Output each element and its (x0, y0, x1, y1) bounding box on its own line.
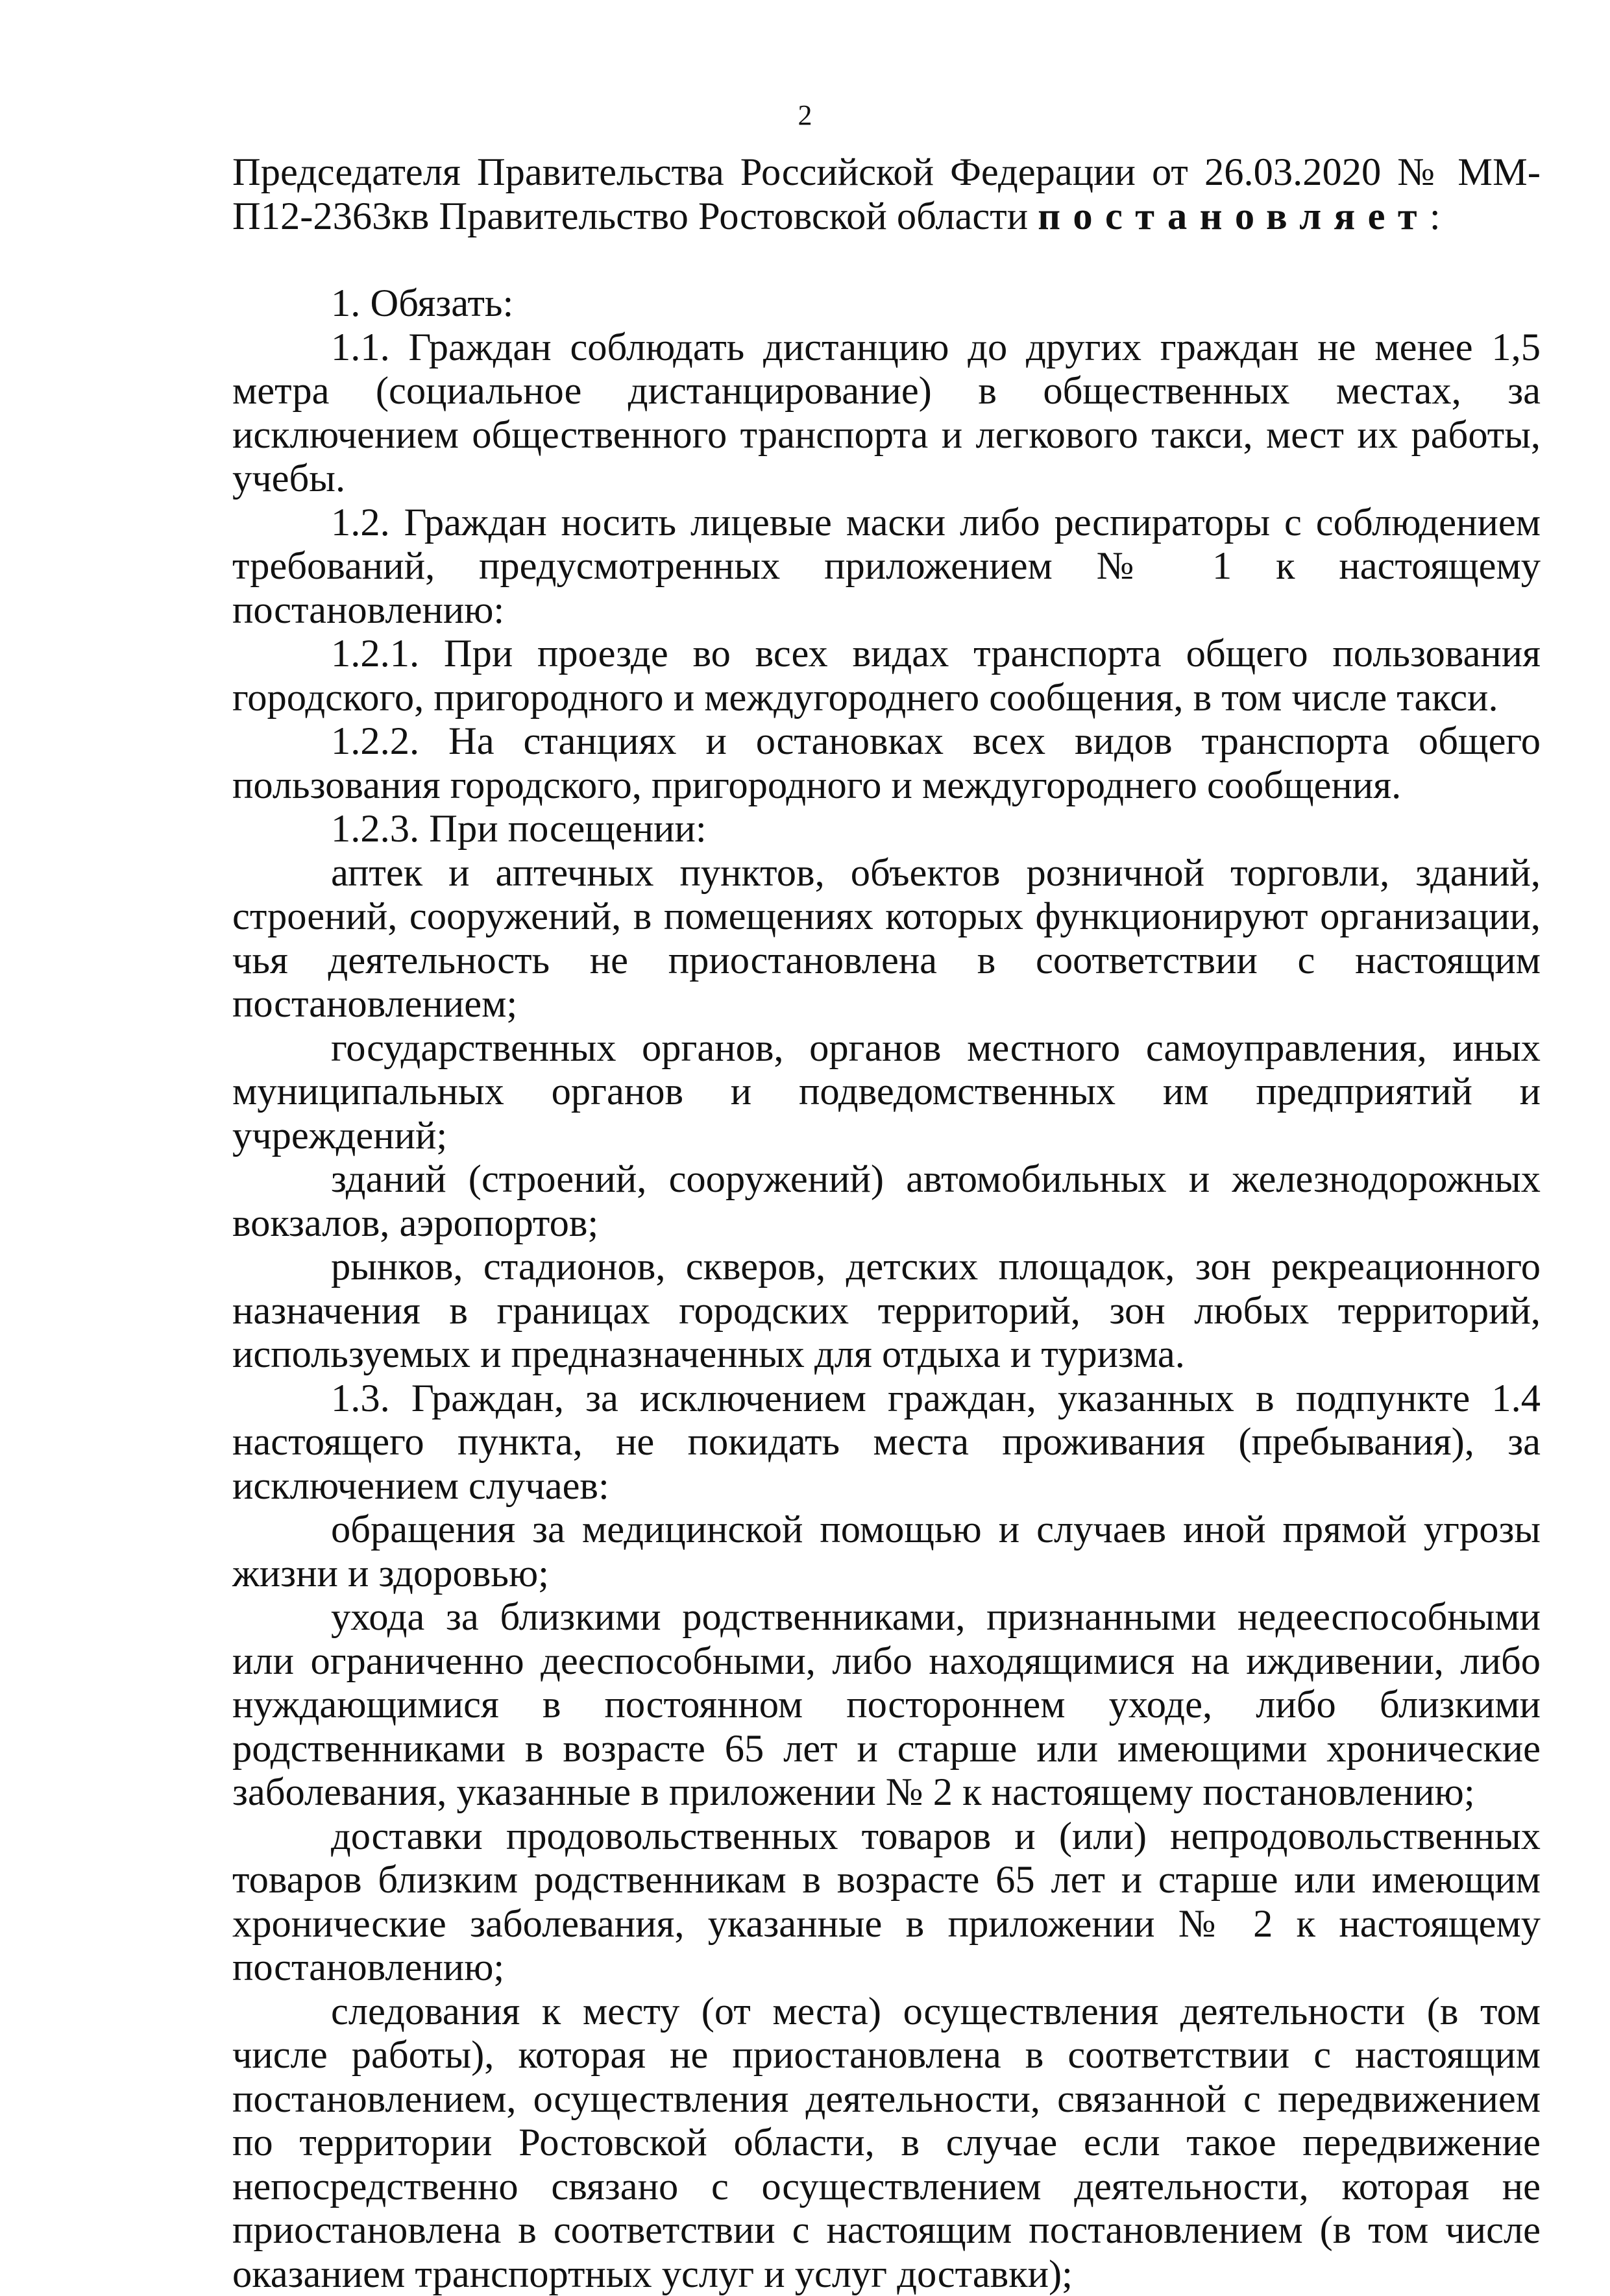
clause-1-3-item-medical: обращения за медицинской помощью и случаев иной прямой угрозы жизни и здоровью; (232, 1508, 1541, 1595)
clause-1-2-2: 1.2.2. На станциях и остановках всех видов транспорта общего пользования городского, пригородного и междугороднего сообщения. (232, 719, 1541, 807)
clause-1: 1. Обязать: (232, 282, 1541, 326)
clause-1-3: 1.3. Граждан, за исключением граждан, указанных в подпункте 1.4 настоящего пункта, не покидать места проживания (пребывания), за исключением случаев: (232, 1377, 1541, 1508)
clause-1-3-item-care: ухода за близкими родственниками, признанными недееспособными или ограниченно дееспособными, либо находящимися на иждивении, либо нуждающимися в постоянном постороннем уходе, либо близкими родственниками в возрасте 65 лет и старше или имеющими хронические заболевания, указанные в приложении № 2 к настоящему постановлению; (232, 1595, 1541, 1815)
clause-1-2-3-item-markets: рынков, стадионов, скверов, детских площадок, зон рекреационного назначения в границах городских территорий, зон любых территорий, используемых и предназначенных для отдыха и туризма. (232, 1245, 1541, 1377)
clause-1-2: 1.2. Граждан носить лицевые маски либо респираторы с соблюдением требований, предусмотренных приложением № 1 к настоящему постановлению: (232, 501, 1541, 633)
intro-text: Председателя Правительства Российской Федерации от 26.03.2020 № ММ-П12-2363кв Правительство Ростовской области (232, 151, 1541, 238)
clause-1-2-3-item-stations: зданий (строений, сооружений) автомобильных и железнодорожных вокзалов, аэропортов; (232, 1157, 1541, 1245)
resolution-verb: постановляет (1038, 195, 1430, 238)
intro-paragraph (232, 151, 1541, 238)
document-body (232, 151, 1541, 2296)
clause-1-2-3: 1.2.3. При посещении: (232, 807, 1541, 851)
page-number: 2 (0, 96, 1610, 135)
clause-1-2-3-item-pharmacies: аптек и аптечных пунктов, объектов розничной торговли, зданий, строений, сооружений, в помещениях которых функционируют организации, чья деятельность не приостановлена в соответствии с настоящим постановлением; (232, 851, 1541, 1026)
clause-1-1: 1.1. Граждан соблюдать дистанцию до других граждан не менее 1,5 метра (социальное дистанцирование) в общественных местах, за исключением общественного транспорта и легкового такси, мест их работы, учебы. (232, 326, 1541, 501)
clause-1-3-item-delivery: доставки продовольственных товаров и (или) непродовольственных товаров близким родственникам в возрасте 65 лет и старше или имеющим хронические заболевания, указанные в приложении № 2 к настоящему постановлению; (232, 1815, 1541, 1990)
clause-1-2-3-item-state-bodies: государственных органов, органов местного самоуправления, иных муниципальных органов и подведомственных им предприятий и учреждений; (232, 1026, 1541, 1158)
clause-1-3-item-work-travel: следования к месту (от места) осуществления деятельности (в том числе работы), которая не приостановлена в соответствии с настоящим постановлением, осуществления деятельности, связанной с передвижением по территории Ростовской области, в случае если такое передвижение непосредственно связано с осуществлением деятельности, которая не приостановлена в соответствии с настоящим постановлением (в том числе оказанием транспортных услуг и услуг доставки); (232, 1990, 1541, 2296)
intro-colon: : (1430, 195, 1441, 238)
clause-1-2-1: 1.2.1. При проезде во всех видах транспорта общего пользования городского, пригородного и междугороднего сообщения, в том числе такси. (232, 632, 1541, 719)
